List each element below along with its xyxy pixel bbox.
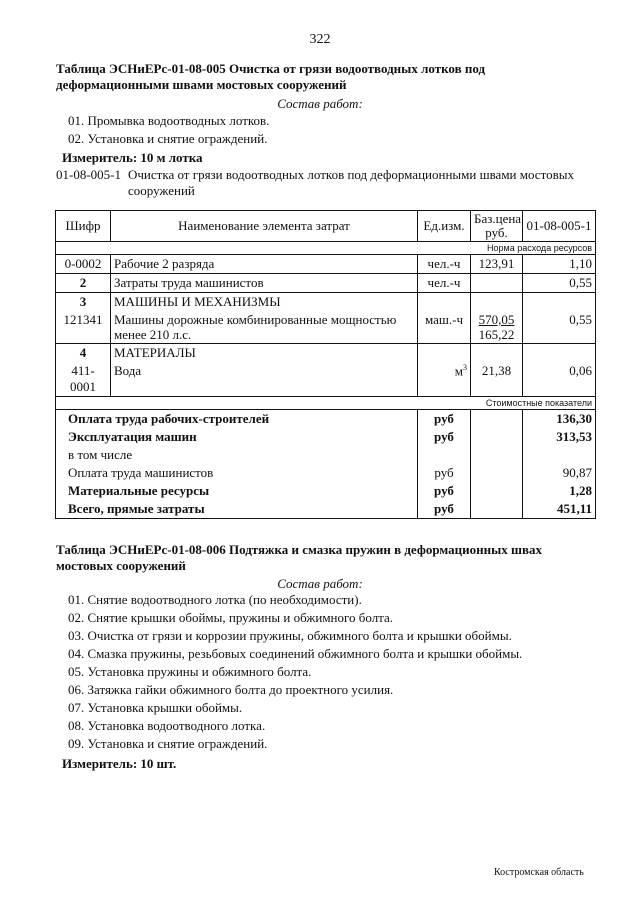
row-name: Вода <box>111 362 418 397</box>
section-title: МАТЕРИАЛЫ <box>111 344 418 363</box>
row-code: 121341 <box>56 311 111 344</box>
cost-value: 1,28 <box>523 482 596 500</box>
work-item: 06. Затяжка гайки обжимного болта до проектного усилия. <box>68 682 394 697</box>
table2-works-list <box>68 591 608 753</box>
cost-value: 313,53 <box>523 428 596 446</box>
work-item: 07. Установка крышки обоймы. <box>68 700 243 715</box>
table1-measure: Измеритель: 10 м лотка <box>62 150 203 165</box>
work-item: 03. Очистка от грязи и коррозии пружины, обжимного болта и крышки обоймы. <box>68 628 512 643</box>
table1-item-code: 01-08-005-1 <box>56 167 121 182</box>
header-price: Баз.цена руб. <box>471 211 523 242</box>
row-code: 2 <box>56 274 111 293</box>
row-price: 21,38 <box>471 362 523 397</box>
cost-row <box>56 482 596 500</box>
cost-value: 136,30 <box>523 410 596 429</box>
row-name: Затраты труда машинистов <box>111 274 418 293</box>
cost-unit: руб <box>418 482 471 500</box>
page-number: 322 <box>309 32 331 47</box>
section-code: 4 <box>56 344 111 363</box>
work-item: 09. Установка и снятие ограждений. <box>68 736 268 751</box>
cost-row <box>56 500 596 519</box>
row-norm: 0,55 <box>523 274 596 293</box>
header-name: Наименование элемента затрат <box>111 211 418 242</box>
cost-row <box>56 410 596 429</box>
header-unit: Ед.изм. <box>418 211 471 242</box>
table1-item-desc: Очистка от грязи водоотводных лотков под деформационными швами мостовых сооружений <box>128 167 574 198</box>
row-price: 123,91 <box>471 255 523 274</box>
cost-row <box>56 464 596 482</box>
table-row <box>56 255 596 274</box>
price-bottom: 165,22 <box>478 327 515 342</box>
footer-region: Костромская область <box>494 867 584 878</box>
cost-label: Всего, прямые затраты <box>56 500 418 519</box>
cost-unit: руб <box>418 428 471 446</box>
cost-value: 90,87 <box>523 464 596 482</box>
row-norm: 1,10 <box>523 255 596 274</box>
section-code: 3 <box>56 293 111 312</box>
cost-row <box>56 446 596 464</box>
cost-label: Эксплуатация машин <box>56 428 418 446</box>
row-code: 411-0001 <box>56 362 111 397</box>
row-norm: 0,06 <box>523 362 596 397</box>
section-row <box>56 293 596 312</box>
section-row <box>56 344 596 363</box>
cost-unit: руб <box>418 500 471 519</box>
row-price <box>471 311 523 344</box>
work-item: 01. Снятие водоотводного лотка (по необходимости). <box>68 592 362 607</box>
table2-title: Таблица ЭСНиЕРс-01-08-006 Подтяжка и смазка пружин в деформационных швах мостовых сооружений <box>56 542 543 573</box>
work-item: 04. Смазка пружины, резьбовых соединений обжимного болта и крышки обоймы. <box>68 646 523 661</box>
row-unit: чел.-ч <box>418 255 471 274</box>
cost-row <box>56 428 596 446</box>
cost-unit: руб <box>418 410 471 429</box>
price-top: 570,05 <box>478 312 515 327</box>
row-code: 0-0002 <box>56 255 111 274</box>
resource-table <box>55 210 596 519</box>
row-name: Рабочие 2 разряда <box>111 255 418 274</box>
row-unit: маш.-ч <box>418 311 471 344</box>
work-item: 02. Снятие крышки обоймы, пружины и обжимного болта. <box>68 610 394 625</box>
table-row <box>56 311 596 344</box>
work-item: 08. Установка водоотводного лотка. <box>68 718 266 733</box>
cost-caption: Стоимостные показатели <box>56 397 596 410</box>
work-item: 05. Установка пружины и обжимного болта. <box>68 664 312 679</box>
table1-title: Таблица ЭСНиЕРс-01-08-005 Очистка от грязи водоотводных лотков под деформационными швами мостовых сооружений <box>56 61 486 92</box>
table-row <box>56 362 596 397</box>
work-item: 01. Промывка водоотводных лотков. <box>68 113 270 128</box>
work-item: 02. Установка и снятие ограждений. <box>68 131 268 146</box>
table2-measure: Измеритель: 10 шт. <box>62 756 177 771</box>
row-price <box>471 274 523 293</box>
table1-works-list <box>68 112 608 148</box>
section-title: МАШИНЫ И МЕХАНИЗМЫ <box>111 293 418 312</box>
row-unit: $м^3$ <box>418 362 471 397</box>
table-row <box>56 274 596 293</box>
header-code: Шифр <box>56 211 111 242</box>
row-norm: 0,55 <box>523 311 596 344</box>
norm-caption: Норма расхода ресурсов <box>56 242 596 255</box>
table2-composition-heading: Состав работ: <box>277 576 363 591</box>
cost-label: в том числе <box>56 446 418 464</box>
header-norm: 01-08-005-1 <box>523 211 596 242</box>
cost-value: 451,11 <box>523 500 596 519</box>
cost-label: Оплата труда рабочих-строителей <box>56 410 418 429</box>
cost-unit: руб <box>418 464 471 482</box>
row-unit: чел.-ч <box>418 274 471 293</box>
row-name: Машины дорожные комбинированные мощностью менее 210 л.с. <box>111 311 418 344</box>
table1-composition-heading: Состав работ: <box>277 96 363 111</box>
cost-label: Оплата труда машинистов <box>56 464 418 482</box>
cost-label: Материальные ресурсы <box>56 482 418 500</box>
